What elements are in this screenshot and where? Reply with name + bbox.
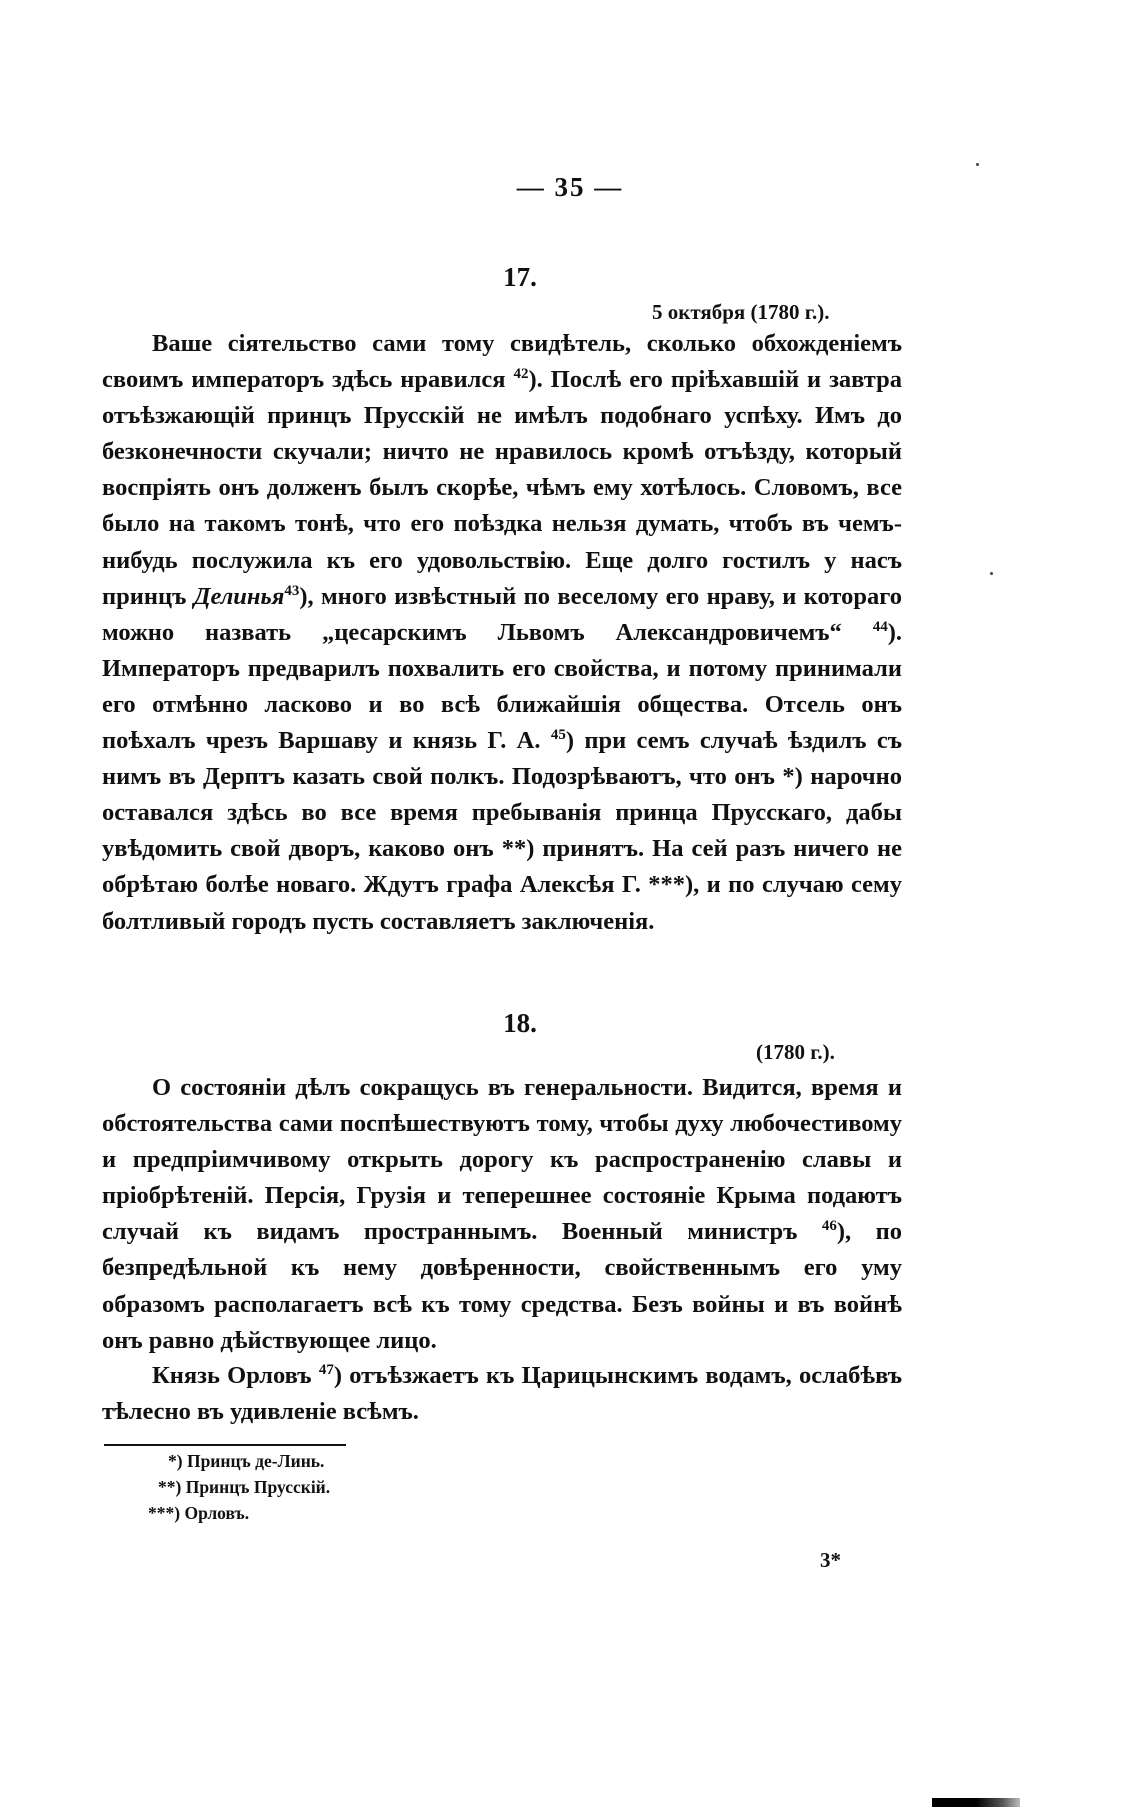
page-number: — 35 — — [516, 172, 624, 202]
footnote: **) Принцъ Прусскій. — [158, 1477, 331, 1497]
footnotes — [140, 1448, 540, 1526]
section-date: 5 октября (1780 г.). — [652, 300, 830, 324]
paragraph: Князь Орловъ $^{47}$) отъѣзжаетъ къ Царицынскимъ водамъ, ослабѣвъ тѣлесно въ удивленіе всѣмъ. — [102, 1362, 902, 1426]
footnote: ***) Орловъ. — [148, 1503, 250, 1523]
scan-dust-dot — [990, 572, 993, 575]
paragraph: Ваше сіятельство сами тому свидѣтель, сколько обхожденіемъ своимъ императоръ здѣсь нравился $^{42}$). Послѣ его пріѣхавшій и завтра отъѣзжающій принцъ Прусскій не имѣлъ подобнаго успѣху. Имъ до безконечности скучали; ничто не нравилось кромѣ отъѣзду, который воспріять онъ долженъ былъ скорѣе, чѣмъ ему хотѣлось. Словомъ, все было на такомъ тонѣ, что его поѣздка нельзя думать, чтобъ въ чемъ-нибудь послужила къ его удовольствію. Еще долго гостилъ у насъ принцъ Делинья$^{43}$), много извѣстный по веселому его нраву, и котораго можно назвать „цесарскимъ Львомъ Александровичемъ“ $^{44}$). Императоръ предварилъ похвалить его свойства, и потому принимали его отмѣнно ласково и во всѣ ближайшія общества. Отсель онъ поѣхалъ чрезъ Варшаву и князь Г. А. $^{45}$) при семъ случаѣ ѣздилъ съ нимъ въ Дерптъ казать свой полкъ. Подозрѣваютъ, что онъ *) нарочно оставался здѣсь во все время пребыванія принца Прусскаго, дабы увѣдомить свой дворъ, каково онъ **) принятъ. На сей разъ ничего не обрѣтаю болѣе новаго. Ждутъ графа Алексѣя Г. ***), и по случаю сему болтливый городъ пусть составляетъ заключенія. — [102, 330, 903, 935]
footnote-ref: 44 — [872, 618, 888, 635]
paragraph: О состояніи дѣлъ сокращусь въ генеральности. Видится, время и обстоятельства сами поспѣшествуютъ тому, чтобы духу любочестивому и предпріимчивому открыть дорогу къ распространенію славы и пріобрѣтеній. Персія, Грузія и теперешнее состояніе Крыма подаютъ случай къ видамъ пространнымъ. Военный министръ $^{46}$), по безпредѣльной къ нему довѣренности, свойственнымъ его уму образомъ располагаетъ всѣ къ тому средства. Безъ войны и въ войнѣ онъ равно дѣйствующее лицо. — [102, 1074, 902, 1354]
footnote-divider — [104, 1444, 346, 1446]
footnote: *) Принцъ де-Линь. — [168, 1451, 325, 1471]
scan-edge-mark — [932, 1798, 1020, 1807]
footnote-ref: 46 — [821, 1218, 837, 1235]
section-number: 17. — [503, 262, 537, 292]
footnote-ref: 47 — [318, 1362, 334, 1378]
section-date: (1780 г.). — [756, 1040, 835, 1064]
italic-name: Делинья — [193, 582, 285, 610]
signature-mark: 3* — [820, 1548, 841, 1572]
footnote-ref: 45 — [550, 727, 566, 744]
footnote-ref: 43 — [284, 582, 300, 599]
scan-dust-dot — [976, 163, 979, 166]
section-number: 18. — [503, 1008, 537, 1038]
footnote-ref: 42 — [513, 366, 529, 383]
